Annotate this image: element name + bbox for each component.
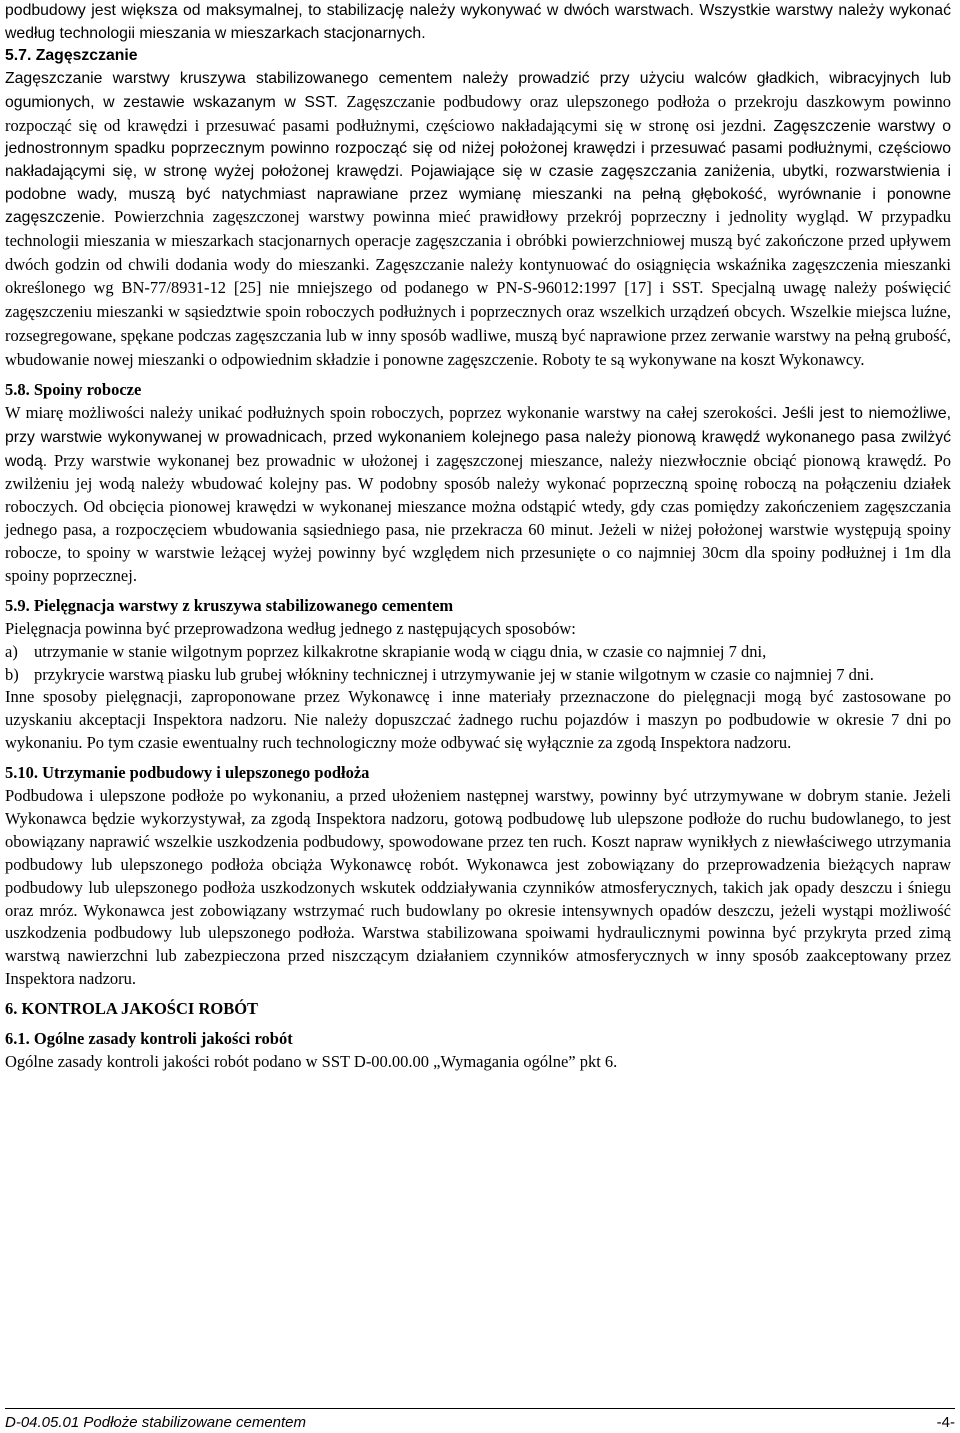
section-5-7-text-d: Pojawiające się w czasie zagęszczania zaniżenia, ubytki, rozwarstwienia i podobne wady, muszą być natychmiast naprawiane przez wymianę mieszanki na pełną głębokość, wyrównanie i ponowne zagęszczenie. [5, 162, 951, 227]
section-heading-5-8: 5.8. Spoiny robocze [5, 380, 142, 400]
section-heading-5-7: 5.7. Zagęszczanie [5, 47, 138, 65]
footer-document-title: D-04.05.01 Podłoże stabilizowane cementem [5, 1414, 307, 1431]
section-5-7-text-c: Zagęszczenie warstwy o jednostronnym spadku poprzecznym powinno rozpocząć się od niżej położonej krawędzi i przesuwać pasami podłużnymi, częściowo nakładającymi się, w stronę wyżej położonej krawędzi. [5, 117, 952, 180]
list-item-text: utrzymanie w stanie wilgotnym poprzez kilkakrotne skrapianie wodą w ciągu dnia, w czasie co najmniej 7 dni, [34, 641, 767, 661]
section-5-8-paragraph [5, 402, 951, 588]
section-heading-5-9: 5.9. Pielęgnacja warstwy z kruszywa stabilizowanego cementem [5, 595, 454, 615]
section-5-7-paragraph-1 [5, 68, 951, 372]
section-6-1-paragraph: Ogólne zasady kontroli jakości robót podano w SST D-00.00.00 „Wymagania ogólne” pkt 6. [5, 1052, 618, 1072]
section-heading-6: 6. KONTROLA JAKOŚCI ROBÓT [5, 999, 259, 1019]
section-heading-6-1: 6.1. Ogólne zasady kontroli jakości robót [5, 1029, 293, 1049]
section-5-7-text-b: Zagęszczanie podbudowy oraz ulepszonego podłoża o przekroju daszkowym powinno rozpocząć się od krawędzi i przesuwać pasami podłużnymi, częściowo nakładającymi się w stronę osi jezdni. [5, 91, 951, 135]
section-5-8-text-c: Przy warstwie wykonanej bez prowadnic w ułożonej i zagęszczonej mieszance, należy niezwłocznie obciąć pionową krawędź. Po zwilżeniu jej wodą należy wbudować kolejny pas. W podobny sposób należy wykonać poprzeczną spoinę roboczą na połączeniu działek roboczych. Od obcięcia pionowej krawędzi w wykonanej mieszance można odstąpić wtedy, gdy czas pomiędzy zakończeniem zagęszczania jednego pasa, a rozpoczęciem wbudowania sąsiedniego pasa, nie przekracza 60 minut. Jeżeli w niżej położonej warstwie występują spoiny robocze, to spoiny w warstwie leżącej wyżej powinny być względem nich przesunięte o co najmniej 30cm dla spoiny podłużnej i 1m dla spoiny poprzecznej. [5, 450, 952, 585]
list-marker: a) [5, 641, 18, 661]
footer-page-number: -4- [936, 1414, 955, 1431]
document-page [5, 0, 951, 1074]
section-heading-5-10: 5.10. Utrzymanie podbudowy i ulepszonego podłoża [5, 763, 370, 783]
section-5-8-text-a: W miarę możliwości należy unikać podłużnych spoin roboczych, poprzez wykonanie warstwy na całej szerokości. [5, 403, 777, 423]
list-marker: b) [5, 664, 19, 684]
section-5-9-outro: Inne sposoby pielęgnacji, zaproponowane przez Wykonawcę i inne materiały przeznaczone do pielęgnacji mogą być zastosowane po uzyskaniu akceptacji Inspektora nadzoru. Nie należy dopuszczać żadnego ruchu pojazdów i maszyn po podbudowie w okresie 7 dni po wykonaniu. Po tym czasie ewentualny ruch technologiczny może odbywać się wyłącznie za zgodą Inspektora nadzoru. [5, 687, 951, 753]
page-footer [5, 1408, 955, 1429]
intro-paragraph: podbudowy jest większa od maksymalnej, to stabilizację należy wykonywać w dwóch warstwach. Wszystkie warstwy należy wykonać według technologii mieszania w mieszarkach stacjonarnych. [5, 2, 951, 42]
section-5-7-text-a: Zagęszczanie warstwy kruszywa stabilizowanego cementem należy prowadzić przy użyciu walców gładkich, wibracyjnych lub ogumionych, w zestawie wskazanym w SST. [5, 70, 951, 111]
list-item [5, 664, 951, 687]
section-5-8-text-b: Jeśli jest to niemożliwe, przy warstwie wykonywanej w prowadnicach, przed wykonaniem kolejnego pasa należy pionową krawędź wykonanego pasa zwilżyć wodą. [5, 405, 951, 470]
section-5-9-intro: Pielęgnacja powinna być przeprowadzona według jednego z następujących sposobów: [5, 618, 576, 638]
section-5-7-text-e: Powierzchnia zagęszczonej warstwy powinna mieć prawidłowy przekrój poprzeczny i jednolity wygląd. W przypadku technologii mieszania w mieszarkach stacjonarnych operacje zagęszczania i obróbki powierzchniowej muszą być zakończone przed upływem dwóch godzin od chwili dodania wody do mieszanki. Zagęszczanie należy kontynuować do osiągnięcia wskaźnika zagęszczenia mieszanki określonego wg BN-77/8931-12 [25] nie mniejszego od podanego w PN-S-96012:1997 [17] i SST. Specjalną uwagę należy poświęcić zagęszczeniu mieszanki w sąsiedztwie spoin roboczych podłużnych i poprzecznych oraz wszelkich urządzeń obcych. Wszelkie miejsca luźne, rozsegregowane, spękane podczas zagęszczania lub w inny sposób wadliwe, muszą być naprawione przez zerwanie warstwy na pełną grubość, wbudowanie nowej mieszanki o odpowiednim składzie i ponowne zagęszczenie. Roboty te są wykonywane na koszt Wykonawcy. [5, 207, 951, 369]
section-5-10-paragraph: Podbudowa i ulepszone podłoże po wykonaniu, a przed ułożeniem następnej warstwy, powinny być utrzymywane w dobrym stanie. Jeżeli Wykonawca będzie wykorzystywał, za zgodą Inspektora nadzoru, gotową podbudowę lub ulepszone podłoże do ruchu budowlanego, to jest obowiązany naprawić wszelkie uszkodzenia podbudowy, spowodowane przez ten ruch. Koszt napraw wynikłych z niewłaściwego utrzymania podbudowy lub ulepszonego podłoża obciąża Wykonawcę robót. Wykonawca jest zobowiązany do przeprowadzenia bieżących napraw podbudowy lub ulepszonego podłoża uszkodzonych wskutek oddziaływania czynników atmosferycznych, takich jak opady deszczu i śniegu oraz mróz. Wykonawca jest zobowiązany wstrzymać ruch budowlany po okresie intensywnych opadów deszczu, jeżeli wystąpi możliwość uszkodzenia podbudowy lub ulepszonego podłoża. Warstwa stabilizowana spoiwami hydraulicznymi powinna być przykryta przed zimą warstwą nawierzchni lub zabezpieczona przed niszczącym działaniem czynników atmosferycznych w inny sposób zaakceptowany przez Inspektora nadzoru. [5, 786, 951, 989]
list-item [5, 641, 951, 664]
list-item-text: przykrycie warstwą piasku lub grubej włókniny technicznej i utrzymywanie jej w stanie wilgotnym w czasie co najmniej 7 dni. [34, 664, 874, 684]
